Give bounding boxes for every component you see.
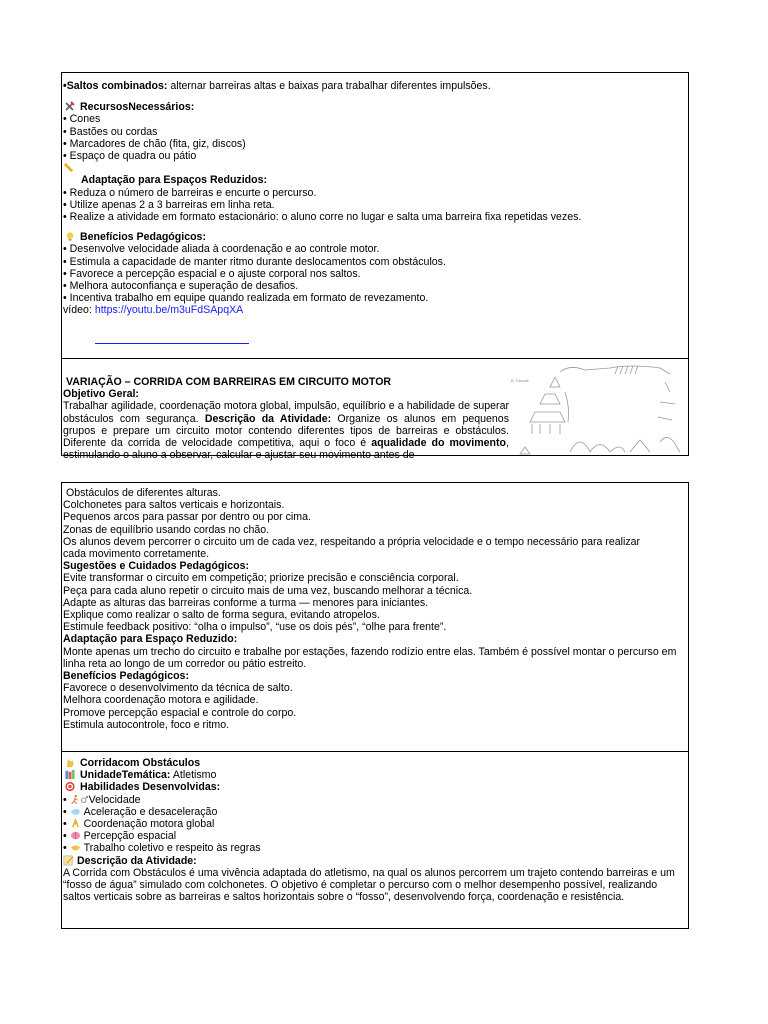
circuito-line: Pequenos arcos para passar por dentro ou por cima. bbox=[63, 511, 311, 524]
wind-icon bbox=[70, 806, 81, 817]
section-divider bbox=[61, 751, 689, 752]
handshake-icon bbox=[70, 842, 81, 853]
beneficio-item: • Melhora autoconfiança e superação de desafios. bbox=[63, 280, 299, 293]
tools-icon bbox=[63, 100, 77, 112]
habilidades-heading: Habilidades Desenvolvidas: bbox=[63, 781, 687, 793]
recurso-item: • Cones bbox=[63, 113, 101, 126]
variacao-title: VARIAÇÃO – CORRIDA COM BARREIRAS EM CIRCUITO MOTOR bbox=[66, 376, 392, 388]
hand-icon bbox=[63, 757, 77, 768]
sugestoes-heading: Sugestões e Cuidados Pedagógicos: bbox=[63, 560, 250, 573]
beneficio2-item: Favorece o desenvolvimento da técnica de salto. bbox=[63, 682, 293, 695]
unidade-line: UnidadeTemática: Atletismo bbox=[63, 769, 687, 781]
memo-icon bbox=[63, 855, 74, 866]
circuito-paragraph: Os alunos devem percorrer o circuito um de cada vez, respeitando a própria velocidade e o tempo necessário para realizar cada movimento corretamente. bbox=[63, 535, 641, 561]
adaptacao-heading: Adaptação para Espaços Reduzidos: bbox=[81, 174, 268, 187]
adaptacao-item: • Realize a atividade em formato estacionário: o aluno corre no lugar e salta uma barreira fixa repetidas vezes. bbox=[63, 211, 582, 224]
recursos-heading: RecursosNecessários: bbox=[63, 100, 687, 113]
beneficio2-item: Estimula autocontrole, foco e ritmo. bbox=[63, 718, 230, 731]
corrida-title: Corridacom Obstáculos bbox=[63, 757, 687, 769]
video-line: vídeo: https://youtu.be/m3uFdSApqXA bbox=[63, 304, 244, 317]
habilidade-item: • Percepção espacial bbox=[63, 830, 177, 843]
runner-icon bbox=[70, 794, 80, 805]
circuito-line: Obstáculos de diferentes alturas. bbox=[66, 487, 221, 499]
recurso-item: • Marcadores de chão (fita, giz, discos) bbox=[63, 137, 246, 150]
recurso-item: • Bastões ou cordas bbox=[63, 125, 158, 138]
descricao-heading: Descrição da Atividade: bbox=[63, 855, 687, 867]
sugestao-item: Peça para cada aluno repetir o circuito mais de uma vez, buscando melhorar a técnica. bbox=[63, 584, 473, 597]
books-icon bbox=[63, 769, 77, 780]
video-link[interactable]: https://youtu.be/m3uFdSApqXA bbox=[94, 304, 244, 317]
habilidade-item: • Coordenação motora global bbox=[63, 818, 215, 831]
sugestao-item: Explique como realizar o salto de forma segura, evitando atropelos. bbox=[63, 609, 380, 622]
beneficios2-heading: Benefícios Pedagógicos: bbox=[63, 670, 189, 683]
objetivo-heading: Objetivo Geral: bbox=[63, 388, 139, 401]
ruler-icon-line bbox=[63, 162, 687, 174]
sketch-drawing bbox=[510, 362, 686, 455]
adaptacao2-heading: Adaptação para Espaço Reduzido: bbox=[63, 633, 238, 646]
cartwheel-icon bbox=[70, 818, 81, 829]
sugestao-item: Evite transformar o circuito em competição; priorize precisão e consciência corporal. bbox=[63, 572, 459, 585]
beneficio-item: • Incentiva trabalho em equipe quando realizada em formato de revezamento. bbox=[63, 292, 429, 305]
lightbulb-icon bbox=[63, 231, 77, 242]
recurso-item: • Espaço de quadra ou pátio bbox=[63, 150, 197, 163]
habilidade-item: • Velocidade bbox=[63, 793, 141, 806]
male-sign-icon bbox=[80, 794, 89, 805]
adaptacao-item: • Utilize apenas 2 a 3 barreiras em linha reta. bbox=[63, 198, 275, 211]
block-variacao bbox=[63, 376, 509, 462]
ruler-icon bbox=[63, 162, 74, 173]
block-circuito bbox=[63, 487, 687, 749]
adaptacao-item: • Reduza o número de barreiras e encurte o percurso. bbox=[63, 186, 317, 199]
link-underline bbox=[95, 343, 249, 344]
variacao-paragraph: Trabalhar agilidade, coordenação motora global, impulsão, equilíbrio e a habilidade de superar obstáculos com segurança. Descrição da Atividade: Organize os alunos em pequenos grupos e prepare um circuito motor contendo diferentes tipos de barreiras e obstáculos. Diferente da corrida de velocidade competitiva, aqui o foco é aqualidade do movimento, estimulando o aluno a observar, calcular e ajustar seu movimento antes de bbox=[63, 400, 509, 462]
section-divider bbox=[61, 358, 689, 359]
sugestao-item: Estimule feedback positivo: “olha o impulso”, “use os dois pés”, “olhe para frente”. bbox=[63, 621, 447, 634]
sketch-label: B. Dhoote bbox=[511, 378, 529, 383]
target-icon bbox=[63, 781, 77, 792]
beneficio-item: • Desenvolve velocidade aliada à coordenação e ao controle motor. bbox=[63, 243, 380, 256]
saltos-line: •Saltos combinados: alternar barreiras altas e baixas para trabalhar diferentes impulsões. bbox=[63, 80, 491, 92]
block-corrida-obstaculos bbox=[63, 757, 687, 927]
beneficio2-item: Melhora coordenação motora e agilidade. bbox=[63, 694, 259, 707]
descricao-paragraph: A Corrida com Obstáculos é uma vivência adaptada do atletismo, na qual os alunos percorrem um trajeto contendo barreiras e um “fosso de água” simulado com colchonetes. O objetivo é completar o percurso com o melhor desempenho possível, realizando saltos verticais sobre as barreiras e saltos horizontais sobre o “fosso”, desenvolvendo força, coordenação e resistência. bbox=[63, 866, 675, 904]
beneficios-heading: Benefícios Pedagógicos: bbox=[63, 231, 687, 243]
sugestao-item: Adapte as alturas das barreiras conforme a turma — menores para iniciantes. bbox=[63, 596, 429, 609]
circuit-sketch bbox=[510, 362, 686, 455]
beneficio-item: • Favorece a percepção espacial e o ajuste corporal nos saltos. bbox=[63, 267, 361, 280]
habilidade-item: • Trabalho coletivo e respeito às regras bbox=[63, 842, 261, 855]
beneficio2-item: Promove percepção espacial e controle do corpo. bbox=[63, 706, 297, 719]
brain-icon bbox=[70, 830, 81, 841]
habilidade-item: • Aceleração e desaceleração bbox=[63, 805, 218, 818]
adaptacao2-paragraph: Monte apenas um trecho do circuito e trabalhe por estações, fazendo rodízio entre elas. Também é possível montar o percurso em linha reta ao longo de um corredor ou pátio estreito. bbox=[63, 645, 677, 670]
beneficio-item: • Estimula a capacidade de manter ritmo durante deslocamentos com obstáculos. bbox=[63, 255, 446, 268]
circuito-line: Zonas de equilíbrio usando cordas no chão. bbox=[63, 523, 270, 536]
block-resources bbox=[63, 80, 687, 356]
circuito-line: Colchonetes para saltos verticais e horizontais. bbox=[63, 499, 285, 512]
